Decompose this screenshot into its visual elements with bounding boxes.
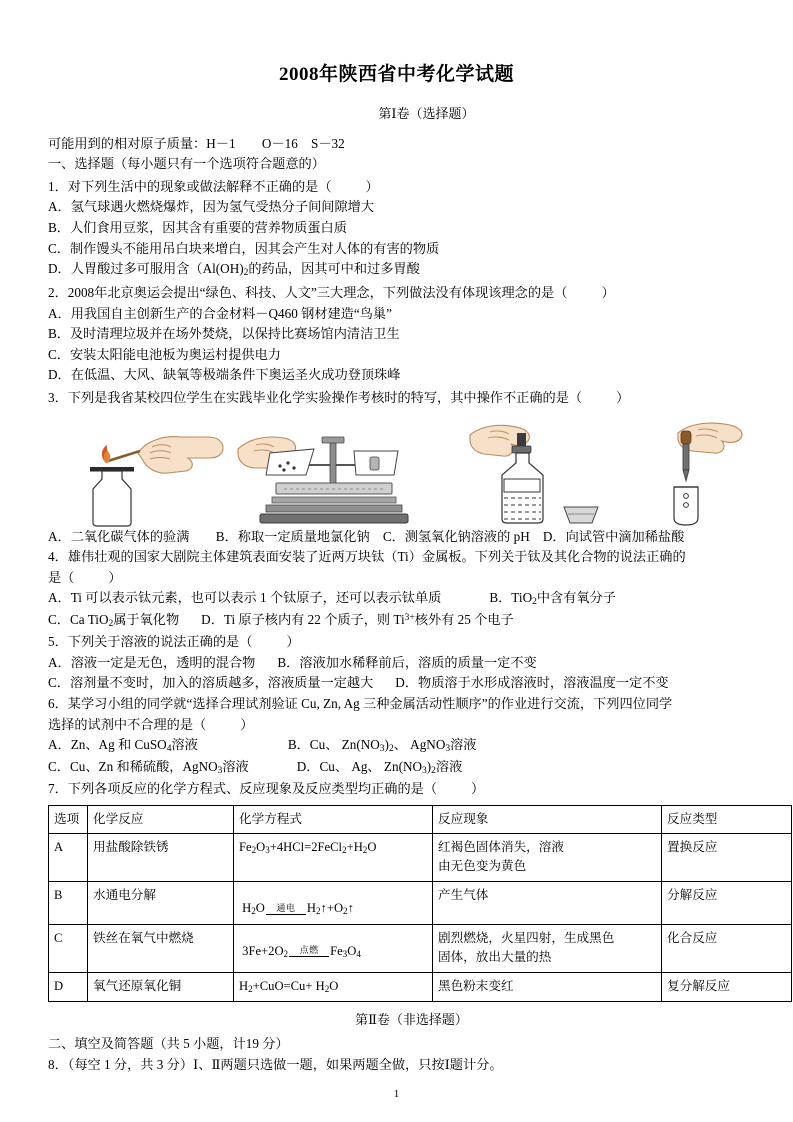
question-2 <box>48 283 745 386</box>
figure-a-gas-bottle <box>76 419 236 527</box>
atomic-mass-note: 可能用到的相对原子质量：H－1 O－16 S－32 <box>48 135 345 151</box>
cell-equation: $3Fe+2O_2$ 点燃 $Fe_3O_4$ <box>234 924 433 972</box>
question-4 <box>48 547 745 632</box>
gas-bottle-with-burning-splint-icon <box>76 419 236 527</box>
q6-stem-line2 <box>48 715 745 736</box>
q2-option-d: D．在低温、大风、缺氧等极端条件下奥运圣火成功登顶珠峰 <box>48 367 401 383</box>
cell-type: 复分解反应 <box>662 972 792 1002</box>
table-row <box>49 834 792 882</box>
q3-stem-end: ） <box>616 390 630 406</box>
q4-stem-line2 <box>48 568 745 589</box>
q5-stem-end: ） <box>286 634 300 650</box>
cell-option: D <box>49 972 88 1002</box>
cell-type: 分解反应 <box>662 882 792 925</box>
q6-option-a-sub: 4 <box>166 744 172 755</box>
q6-option-d-mid: ) <box>426 759 432 775</box>
cell-option: C <box>49 924 88 972</box>
q3-figure-row <box>48 415 745 527</box>
phenomenon-line: 由无色变为黄色 <box>438 859 527 874</box>
q4-option-b-post: 中含有氧分子 <box>536 590 616 606</box>
q2-stem-text: 2．2008年北京奥运会提出“绿色、科技、人文”三大理念，下列做法没有体现该理念的是（ <box>48 285 568 301</box>
cell-reaction: 水通电分解 <box>88 882 234 925</box>
q3-stem-text: 3．下列是我省某校四位学生在实践毕业化学实验操作考核时的特写，其中操作不正确的是（ <box>48 390 583 406</box>
cell-equation: $Fe_2O_3+4HCl=2FeCl_2+H_2O$ <box>234 834 433 882</box>
cell-reaction: 氧气还原氧化铜 <box>88 972 234 1002</box>
dropper-test-tube-icon <box>648 419 788 527</box>
q6-option-b-pre: B．Cu、 Zn(NO <box>287 737 380 753</box>
cell-equation: $H_2O$ 通电 $H_2↑+O_2↑$ <box>234 882 433 925</box>
q5-option-c: C．溶剂量不变时，加入的溶质越多，溶液质量一定越大 <box>48 675 374 691</box>
q4-stem-line2-pre: 是（ <box>48 569 75 585</box>
q1-option-d-sub: 2 <box>243 268 249 279</box>
cell-option: B <box>49 882 88 925</box>
q6-stem-line2-pre: 选择的试剂中不合理的是（ <box>48 716 207 732</box>
q6-stem-line1: 6．某学习小组的同学就“选择合理试剂验证 Cu, Zn, Ag 三种金属活动性顺序”的作业进行交流，下列四位同学 <box>48 695 673 711</box>
q2-option-c: C．安装太阳能电池板为奥运村提供电力 <box>48 346 281 362</box>
cell-phenomenon <box>433 834 662 882</box>
q4-stem-line1: 4．雄伟壮观的国家大剧院主体建筑表面安装了近两万块钛（Ti）金属板。下列关于钛及其化合物的说法正确的 <box>48 549 686 565</box>
figure-b-balance <box>236 419 431 527</box>
q4-option-b-sub: 2 <box>532 597 537 608</box>
cell-option: A <box>49 834 88 882</box>
q6-option-b-sub2: 2 <box>388 744 394 755</box>
q6-option-c-post: 溶液 <box>222 759 249 775</box>
question-6 <box>48 694 745 779</box>
q6-options-cd <box>48 757 745 779</box>
q4-option-c-post: 属于氧化物 <box>113 612 180 628</box>
q2-stem-end: ） <box>601 285 615 301</box>
q5-options-ab <box>48 653 745 674</box>
balance-scale-weighing-icon <box>236 419 431 527</box>
q6-option-c-sub: 3 <box>217 766 223 777</box>
question-3 <box>48 388 745 547</box>
phenomenon-line: 剧烈燃烧，火星四射，生成黑色 <box>438 930 615 945</box>
table-row <box>49 882 792 925</box>
q4-option-c-pre: C．Ca TiO <box>48 612 109 628</box>
reaction-condition-arrow <box>289 946 329 957</box>
reaction-condition-arrow <box>266 904 306 915</box>
q4-option-d-pre: D．Ti 原子核内有 22 个质子，则 Ti <box>201 612 405 628</box>
cell-type: 置换反应 <box>662 834 792 882</box>
header-type: 反应类型 <box>662 805 792 834</box>
q1-option-d <box>48 259 745 281</box>
cell-phenomenon: 黑色粉末变红 <box>433 972 662 1002</box>
table-header-row <box>49 805 792 834</box>
reagent-bottle-ph-test-icon <box>468 419 638 527</box>
header-reaction: 化学反应 <box>88 805 234 834</box>
q4-stem-line2-end: ） <box>108 569 122 585</box>
figure-d-test-tube <box>648 419 788 527</box>
q6-option-d-post: 溶液 <box>435 759 463 775</box>
header-equation: 化学方程式 <box>234 805 433 834</box>
q3-figure-captions: A．二氧化碳气体的验满 B．称取一定质量地氯化钠 C．测氢氧化钠溶液的 pH D．向试管中滴加稀盐酸 <box>48 528 685 544</box>
phenomenon-line: 红褐色固体消失，溶液 <box>438 840 564 855</box>
q4-option-d-post: 核外有 25 个电子 <box>414 612 514 628</box>
question-5 <box>48 632 745 694</box>
q4-options-ab <box>48 588 745 610</box>
q5-option-b: B．溶液加水稀释前后，溶质的质量一定不变 <box>277 654 537 670</box>
q1-option-d-pre: D．人胃酸过多可服用含（Al(OH) <box>48 261 244 277</box>
q6-option-b-sub1: 3 <box>379 744 385 755</box>
q7-stem-end: ） <box>471 780 485 796</box>
q6-option-c-pre: C．Cu、Zn 和稀硫酸，AgNO <box>48 759 218 775</box>
header-option: 选项 <box>49 805 88 834</box>
part-one-heading: 一、选择题（每小题只有一个选项符合题意的） <box>48 156 325 172</box>
section-2-label: 第Ⅱ卷（非选择题） <box>355 1012 468 1028</box>
question-8: 8．（每空 1 分，共 3 分）Ⅰ、Ⅱ两题只选做一题，如果两题全做，只按Ⅰ题计分。 <box>48 1056 503 1072</box>
q1-stem-text: 1．对下列生活中的现象或做法解释不正确的是（ <box>48 178 332 194</box>
q4-option-a: A．Ti 可以表示钛元素，也可以表示 1 个钛原子，还可以表示钛单质 <box>48 590 442 606</box>
q6-option-a-post: 溶液 <box>171 737 198 753</box>
cell-reaction: 用盐酸除铁锈 <box>88 834 234 882</box>
reaction-condition-label: 通电 <box>276 902 296 913</box>
section-1-label: 第Ⅰ卷（选择题） <box>378 105 475 121</box>
cell-phenomenon: 产生气体 <box>433 882 662 925</box>
cell-reaction: 铁丝在氧气中燃烧 <box>88 924 234 972</box>
q5-option-a: A．溶液一定是无色，透明的混合物 <box>48 654 256 670</box>
q6-option-b-post: 溶液 <box>450 737 477 753</box>
q6-option-d-pre: D．Cu、 Ag、 Zn(NO <box>296 759 423 775</box>
table-row <box>49 972 792 1002</box>
q4-options-cd <box>48 610 745 632</box>
phenomenon-line: 固体，放出大量的热 <box>438 949 552 964</box>
q1-option-c: C．制作馒头不能用吊白块来增白，因其会产生对人体的有害的物质 <box>48 240 440 256</box>
q6-option-b-mid2: 、 AgNO <box>393 737 446 753</box>
q6-option-b-sub3: 3 <box>445 744 451 755</box>
question-7 <box>48 779 745 1002</box>
q1-option-b: B．人们食用豆浆，因其含有重要的营养物质蛋白质 <box>48 219 347 235</box>
q5-stem <box>48 632 745 653</box>
q6-options-ab <box>48 735 745 757</box>
q1-stem <box>48 177 745 198</box>
q7-stem-text: 7．下列各项反应的化学方程式、反应现象及反应类型均正确的是（ <box>48 780 438 796</box>
reaction-comparison-table <box>48 805 792 1003</box>
part-two-heading: 二、填空及简答题（共 5 小题，计19 分） <box>48 1036 289 1052</box>
q1-stem-end: ） <box>365 178 379 194</box>
question-1 <box>48 177 745 281</box>
q5-option-d: D．物质溶于水形成溶液时，溶液温度一定不变 <box>395 675 669 691</box>
q4-option-c-sub: 2 <box>108 619 114 630</box>
page-number: 1 <box>393 1088 400 1100</box>
q5-stem-text: 5．下列关于溶液的说法正确的是（ <box>48 634 253 650</box>
q5-options-cd <box>48 673 745 694</box>
q3-stem <box>48 388 745 409</box>
reaction-condition-label: 点燃 <box>299 945 319 956</box>
q4-option-b-pre: B．TiO <box>489 590 533 606</box>
q1-option-a: A．氢气球遇火燃烧爆炸，因为氢气受热分子间间隙增大 <box>48 199 375 215</box>
figure-c-reagent-bottle <box>468 419 638 527</box>
cell-type: 化合反应 <box>662 924 792 972</box>
q6-option-b-mid: ) <box>384 737 389 753</box>
q4-option-d-sup: 3+ <box>404 613 415 624</box>
q2-option-a: A．用我国自主创新生产的合金材料－Q460 钢材建造“鸟巢” <box>48 305 392 321</box>
q6-option-d-sub1: 3 <box>422 766 427 777</box>
q6-option-d-sub2: 2 <box>431 766 436 777</box>
q6-option-a-pre: A．Zn、Ag 和 CuSO <box>48 737 167 753</box>
header-phenomenon: 反应现象 <box>433 805 662 834</box>
q2-stem <box>48 283 745 304</box>
page-title: 2008年陕西省中考化学试题 <box>278 64 514 85</box>
cell-equation: $H_2+CuO=Cu+ H_2O$ <box>234 972 433 1002</box>
q6-stem-line2-end: ） <box>240 716 254 732</box>
q7-stem <box>48 779 745 800</box>
q1-option-d-post: 的药品，因其可中和过多胃酸 <box>248 261 420 277</box>
q2-option-b: B．及时清理垃圾并在场外焚烧，以保持比赛场馆内清洁卫生 <box>48 326 400 342</box>
cell-phenomenon <box>433 924 662 972</box>
table-row <box>49 924 792 972</box>
